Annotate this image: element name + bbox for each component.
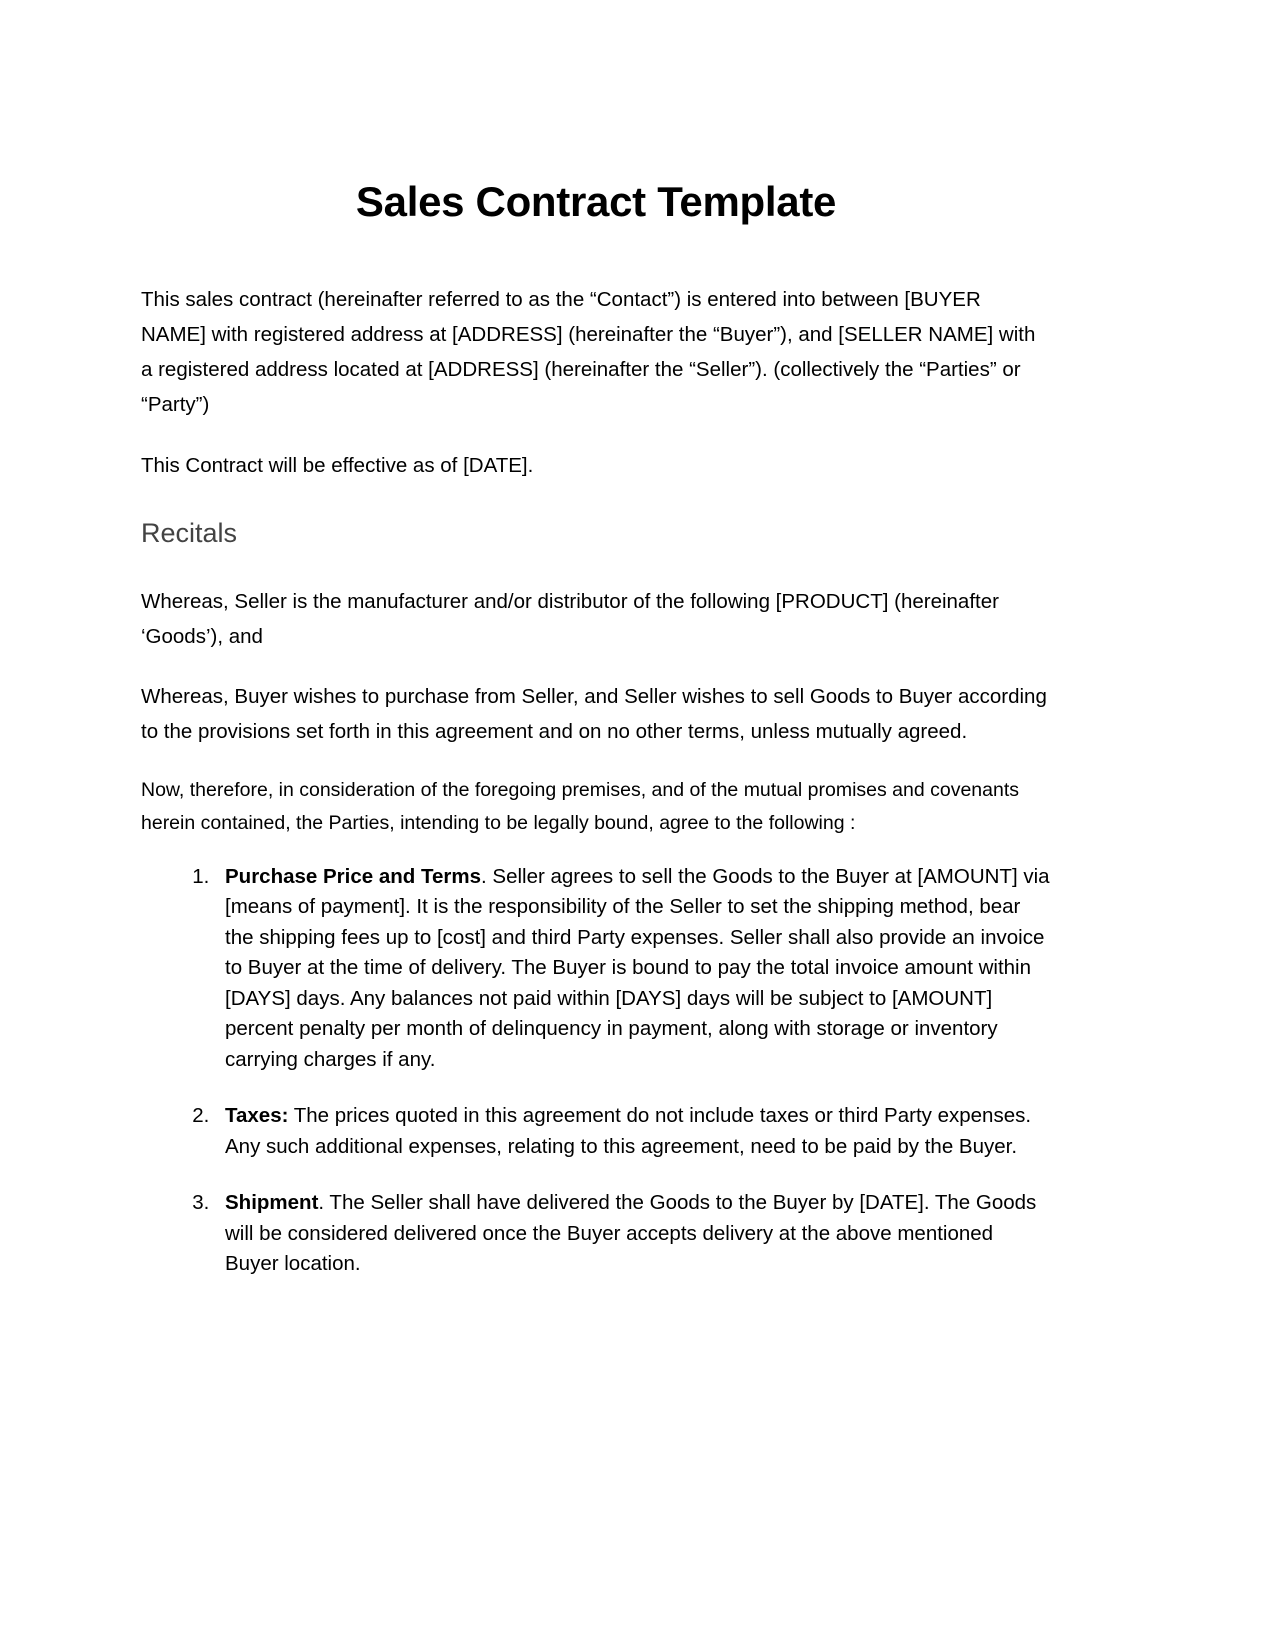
term-body-text: The prices quoted in this agreement do not include taxes or third Party expenses. Any such additional expenses, relating to this agreement, need to be paid by the Buyer. (225, 1104, 1032, 1158)
term-lead-label: Taxes: (225, 1104, 289, 1128)
page-title: Sales Contract Template (355, 178, 837, 225)
list-item (215, 862, 1051, 1076)
document-body (141, 0, 1051, 1280)
list-item (215, 1188, 1051, 1280)
now-therefore-paragraph: Now, therefore, in consideration of the foregoing premises, and of the mutual promises and covenants herein contained, the Parties, intending to be legally bound, agree to the following : (141, 778, 1020, 834)
term-body-text: . The Seller shall have delivered the Goods to the Buyer by [DATE]. The Goods will be considered delivered once the Buyer accepts delivery at the above mentioned Buyer location. (225, 1191, 1037, 1276)
section-heading-recitals: Recitals (141, 518, 238, 549)
term-lead-label: Purchase Price and Terms (225, 864, 481, 888)
whereas-paragraph-1: Whereas, Seller is the manufacturer and/or distributor of the following [PRODUCT] (hereinafter ‘Goods’), and (141, 589, 999, 648)
list-item (215, 1101, 1051, 1162)
intro-paragraph: This sales contract (hereinafter referred to as the “Contact”) is entered into between [BUYER NAME] with registered address at [ADDRESS] (hereinafter the “Buyer”), and [SELLER NAME] with a registered address located at [ADDRESS] (hereinafter the “Seller”). (collectively the “Parties” or “Party”) (141, 288, 1036, 417)
terms-list (141, 862, 1051, 1280)
whereas-paragraph-2: Whereas, Buyer wishes to purchase from Seller, and Seller wishes to sell Goods to Buyer according to the provisions set forth in this agreement and on no other terms, unless mutually agreed. (141, 684, 1047, 743)
effective-date-paragraph: This Contract will be effective as of [DATE]. (141, 454, 534, 478)
term-lead-label: Shipment (225, 1191, 319, 1215)
term-body-text: . Seller agrees to sell the Goods to the Buyer at [AMOUNT] via [means of payment]. It is the responsibility of the Seller to set the shipping method, bear the shipping fees up to [cost] and third Party expenses. Seller shall also provide an invoice to Buyer at the time of delivery. The Buyer is bound to pay the total invoice amount within [DAYS] days. Any balances not paid within [DAYS] days will be subject to [AMOUNT] percent penalty per month of delinquency in payment, along with storage or inventory carrying charges if any. (225, 864, 1050, 1071)
